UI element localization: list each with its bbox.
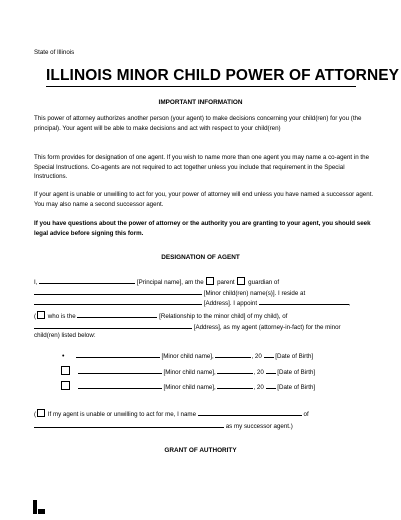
child-name-label: [Minor child name], — [163, 384, 216, 391]
agent-address-label: [Address], as my agent (attorney-in-fact) for the minor — [193, 324, 341, 331]
designation-line-4 — [34, 311, 287, 320]
guardian-label: guardian of — [248, 279, 280, 286]
title-underline — [46, 86, 356, 87]
successor-end-label: as my successor agent.) — [225, 423, 293, 430]
grant-heading: GRANT OF AUTHORITY — [164, 447, 237, 454]
child-name-field[interactable] — [78, 382, 162, 389]
agent-relationship-checkbox[interactable] — [37, 311, 45, 319]
child-name-label: [Minor child name], — [163, 369, 216, 376]
bullet-marker: • — [62, 353, 65, 360]
document-title: ILLINOIS MINOR CHILD POWER OF ATTORNEY — [46, 67, 400, 84]
dob-label: [Date of Birth] — [277, 384, 316, 391]
of-label: of — [303, 411, 309, 418]
child-name-field[interactable] — [76, 351, 160, 358]
dob-label: [Date of Birth] — [277, 369, 316, 376]
designation-heading: DESIGNATION OF AGENT — [161, 254, 240, 261]
child-year-field[interactable] — [266, 367, 276, 374]
paragraph-designation: This form provides for designation of one agent. If you wish to name more than one agent you may name a co-agent in the Special Instructions. Co-agents are not required to act together unless you include that requirement in the Special Instructions. — [34, 154, 370, 181]
child-dob-field[interactable] — [215, 351, 251, 358]
child-name-field[interactable] — [78, 367, 162, 374]
open-paren: ( — [34, 313, 37, 320]
successor-label: If my agent is unable or unwilling to act for me, I name — [47, 411, 197, 418]
relationship-field[interactable] — [77, 311, 157, 318]
guardian-checkbox[interactable] — [237, 277, 245, 285]
child-year-field[interactable] — [266, 382, 276, 389]
child-row — [62, 351, 313, 360]
designation-line-3 — [34, 298, 351, 307]
paragraph-successor: If your agent is unable or unwilling to act for you, your power of attorney will end unless you have named a successor agent. You may also name a second successor agent. — [34, 191, 374, 208]
child-dob-field[interactable] — [217, 382, 253, 389]
year-prefix: , 20 — [253, 369, 264, 376]
minor-children-label: [Minor child(ren) name(s)]. I reside at — [203, 290, 306, 297]
important-info-heading: IMPORTANT INFORMATION — [158, 99, 243, 106]
children-listed-label: child(ren) listed below: — [34, 332, 96, 339]
paragraph-legal-advice: If you have questions about the power of attorney or the authority you are granting to your agent, you should seek legal advice before signing this form. — [34, 220, 371, 237]
year-prefix: , 20 — [253, 384, 264, 391]
principal-prefix: I, — [34, 279, 38, 286]
child-checkbox[interactable] — [61, 381, 70, 390]
line-3-comma: , — [348, 300, 351, 307]
agent-address-field[interactable] — [34, 322, 192, 329]
state-label: State of Illinois — [34, 49, 75, 56]
child-name-label: [Minor child name], — [161, 353, 214, 360]
who-is-the-label: who is the — [47, 313, 76, 320]
address-appoint-label: [Address]. I appoint — [203, 300, 258, 307]
designation-line-5 — [34, 322, 341, 331]
successor-checkbox[interactable] — [37, 409, 45, 417]
successor-line-2 — [34, 421, 293, 430]
agent-name-field[interactable] — [259, 298, 349, 305]
legal-templates-logo-icon — [33, 500, 45, 514]
successor-address-field[interactable] — [34, 421, 224, 428]
principal-label: [Principal name], am the — [136, 279, 204, 286]
relationship-label: [Relationship to the minor child] of my child), of — [159, 313, 288, 320]
successor-line-1 — [34, 409, 309, 418]
principal-name-field[interactable] — [39, 277, 135, 284]
successor-name-field[interactable] — [198, 409, 302, 416]
designation-line-1 — [34, 277, 279, 286]
child-year-field[interactable] — [264, 351, 274, 358]
child-row — [60, 366, 315, 376]
child-checkbox[interactable] — [61, 366, 70, 375]
designation-line-2 — [34, 288, 305, 297]
open-paren: ( — [34, 411, 37, 418]
dob-label: [Date of Birth] — [275, 353, 314, 360]
principal-address-field[interactable] — [34, 298, 202, 305]
minor-children-names-field[interactable] — [34, 288, 202, 295]
child-row — [60, 381, 315, 391]
parent-label: parent — [217, 279, 235, 286]
paragraph-authorization: This power of attorney authorizes another person (your agent) to make decisions concerning your child(ren) for you (the principal). Your agent will be able to make decisions and act with respect to your child(ren) — [34, 115, 362, 132]
parent-checkbox[interactable] — [206, 277, 214, 285]
child-dob-field[interactable] — [217, 367, 253, 374]
designation-line-6 — [34, 332, 96, 339]
year-prefix: , 20 — [251, 353, 262, 360]
